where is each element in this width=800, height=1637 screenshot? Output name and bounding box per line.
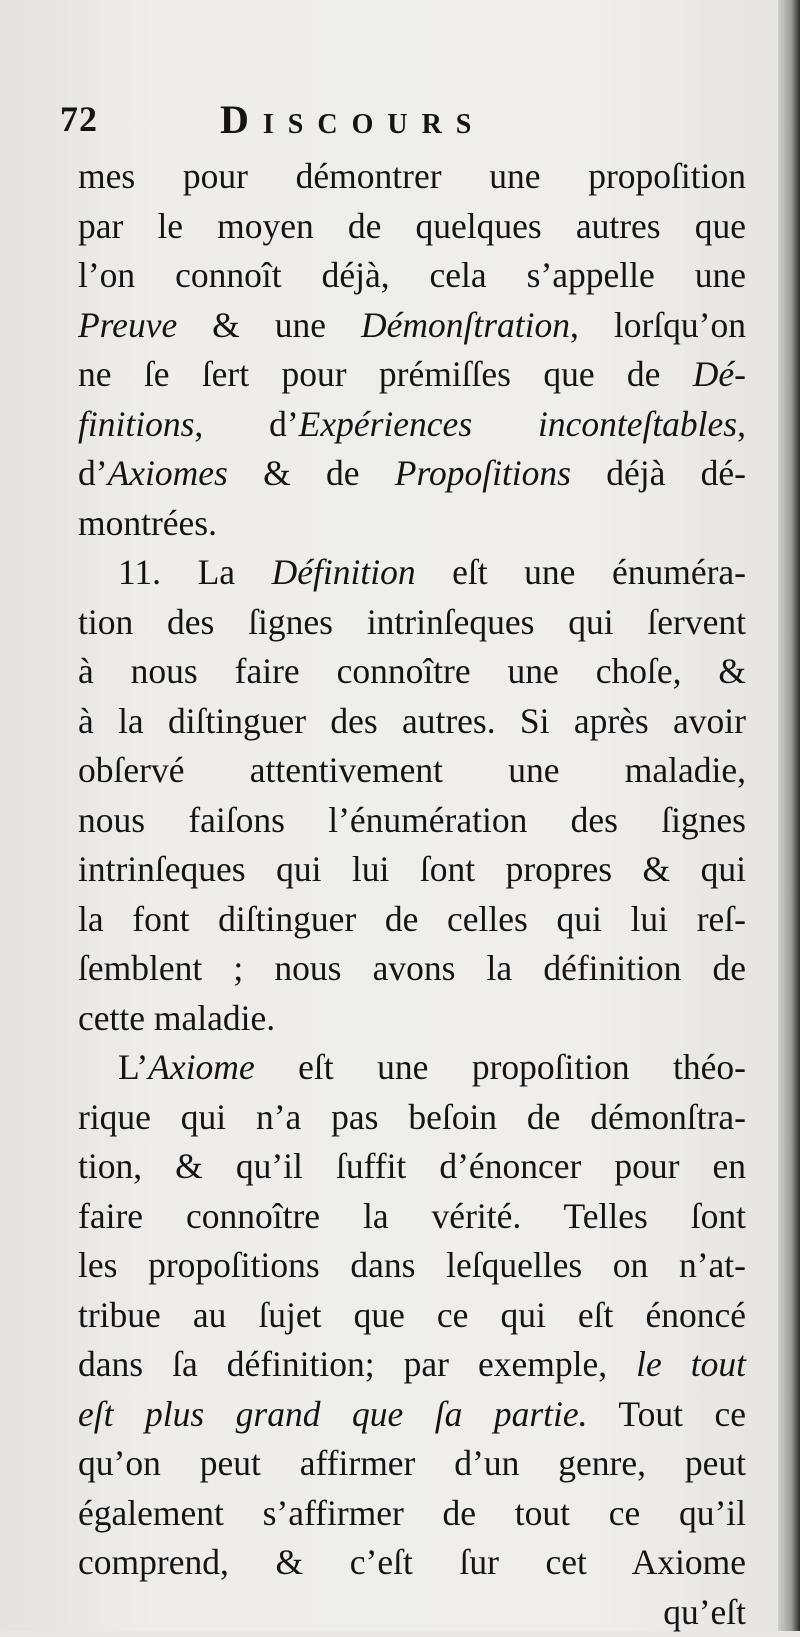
text-line: faire connoître la vérité. Telles ſont	[78, 1192, 746, 1242]
text-line: tribue au ſujet que ce qui eſt énoncé	[78, 1291, 746, 1341]
text-line: cette maladie.	[78, 994, 746, 1044]
running-head: Discours	[220, 96, 485, 143]
text-line: la font diſtinguer de celles qui lui reſ-	[78, 895, 746, 945]
text-line: également s’affirmer de tout ce qu’il	[78, 1489, 746, 1539]
page-number: 72	[60, 98, 98, 140]
page-header	[60, 96, 760, 148]
text-line: ne ſe ſert pour prémiſſes que de Dé-	[78, 350, 746, 400]
text-line: intrinſeques qui lui ſont propres & qui	[78, 845, 746, 895]
text-line: nous faiſons l’énumération des ſignes	[78, 796, 746, 846]
text-line: à la diſtinguer des autres. Si après avoir	[78, 697, 746, 747]
text-line: rique qui n’a pas beſoin de démonſtra-	[78, 1093, 746, 1143]
text-line: dans ſa définition; par exemple, le tout	[78, 1340, 746, 1390]
text-line: à nous faire connoître une choſe, &	[78, 647, 746, 697]
text-line: mes pour démontrer une propoſition	[78, 152, 746, 202]
text-line: finitions, d’Expériences inconteſtables,	[78, 400, 746, 450]
text-line: d’Axiomes & de Propoſitions déjà dé-	[78, 449, 746, 499]
text-line: qu’eſt	[78, 1588, 746, 1637]
text-line: L’Axiome eſt une propoſition théo-	[78, 1043, 746, 1093]
text-line: comprend, & c’eſt ſur cet Axiome	[78, 1538, 746, 1588]
text-line: l’on connoît déjà, cela s’appelle une	[78, 251, 746, 301]
text-line: ſemblent ; nous avons la définition de	[78, 944, 746, 994]
text-line: tion des ſignes intrinſeques qui ſervent	[78, 598, 746, 648]
text-line: qu’on peut affirmer d’un genre, peut	[78, 1439, 746, 1489]
text-line: montrées.	[78, 499, 746, 549]
text-line: obſervé attentivement une maladie,	[78, 746, 746, 796]
text-line: 11. La Définition eſt une énuméra-	[78, 548, 746, 598]
page-edge-shadow	[778, 0, 800, 1631]
text-line: Preuve & une Démonſtration, lorſqu’on	[78, 301, 746, 351]
text-line: les propoſitions dans leſquelles on n’at-	[78, 1241, 746, 1291]
text-line: par le moyen de quelques autres que	[78, 202, 746, 252]
text-line: eſt plus grand que ſa partie. Tout ce	[78, 1390, 746, 1440]
text-line: tion, & qu’il ſuffit d’énoncer pour en	[78, 1142, 746, 1192]
body-text	[78, 152, 746, 1637]
